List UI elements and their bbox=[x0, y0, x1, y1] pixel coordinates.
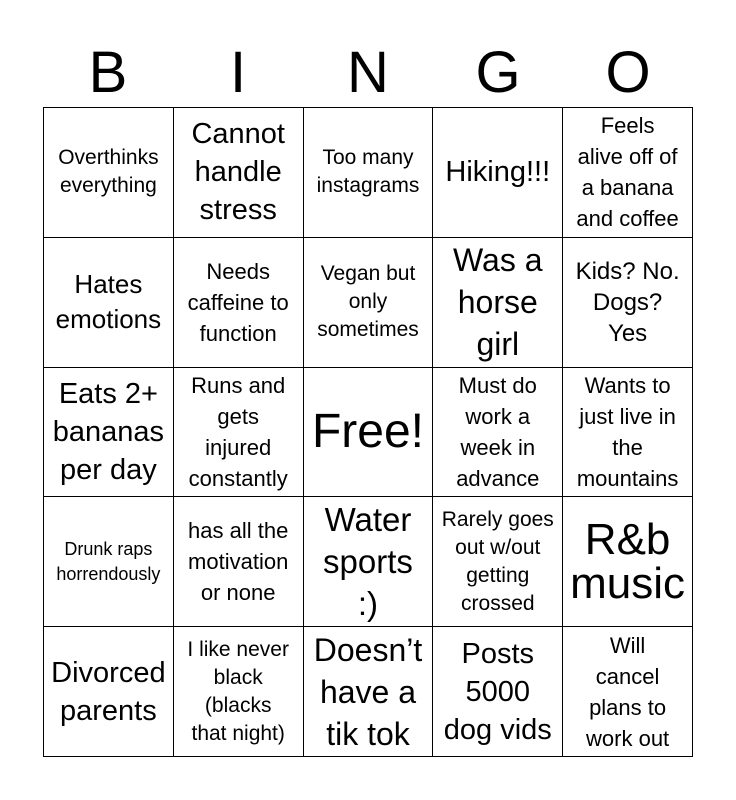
bingo-cell[interactable] bbox=[304, 238, 434, 368]
bingo-cell[interactable] bbox=[44, 368, 174, 498]
bingo-cell[interactable] bbox=[44, 627, 174, 757]
bingo-cell[interactable] bbox=[433, 238, 563, 368]
free-space-text: Free! bbox=[311, 404, 424, 458]
bingo-cell free-space[interactable] bbox=[304, 368, 434, 498]
bingo-cell[interactable] bbox=[44, 497, 174, 627]
cell-text: Too many instagrams bbox=[316, 146, 420, 198]
bingo-cell[interactable] bbox=[563, 238, 693, 368]
cell-text: I like never black (blacks that night) bbox=[187, 637, 289, 745]
cell-text: Must do work a week in advance bbox=[456, 372, 540, 491]
bingo-cell[interactable] bbox=[304, 108, 434, 238]
bingo-cell[interactable] bbox=[304, 497, 434, 627]
cell-text: Wants to just live in the mountains bbox=[576, 372, 679, 491]
cell-text: Will cancel plans to work out bbox=[586, 632, 670, 751]
cell-text: Hates emotions bbox=[55, 269, 162, 335]
bingo-cell[interactable] bbox=[433, 497, 563, 627]
bingo-cell[interactable] bbox=[174, 238, 304, 368]
header-letter-n: N bbox=[347, 40, 389, 105]
header-letter-i: I bbox=[229, 40, 247, 105]
cell-text: Kids? No. Dogs? Yes bbox=[575, 257, 680, 347]
bingo-cell[interactable] bbox=[174, 627, 304, 757]
cell-text: Needs caffeine to function bbox=[187, 258, 289, 346]
bingo-cell[interactable] bbox=[304, 627, 434, 757]
cell-text: Vegan but only sometimes bbox=[317, 262, 419, 342]
bingo-cell[interactable] bbox=[174, 497, 304, 627]
bingo-cell[interactable] bbox=[433, 108, 563, 238]
cell-text: has all the motivation or none bbox=[188, 518, 289, 606]
bingo-cell[interactable] bbox=[563, 368, 693, 498]
bingo-cell[interactable] bbox=[563, 627, 693, 757]
bingo-cell[interactable] bbox=[174, 108, 304, 238]
cell-text: R&b music bbox=[570, 514, 686, 608]
cell-text: Posts 5000 dog vids bbox=[443, 637, 552, 746]
cell-text: Divorced parents bbox=[51, 656, 166, 727]
cell-text: Water sports :) bbox=[323, 500, 413, 622]
bingo-cell[interactable] bbox=[433, 368, 563, 498]
bingo-cell[interactable] bbox=[563, 497, 693, 627]
cell-text: Eats 2+ bananas per day bbox=[52, 377, 165, 486]
cell-text: Doesn’t have a tik tok bbox=[313, 631, 423, 752]
cell-text: Runs and gets injured constantly bbox=[188, 372, 288, 491]
cell-text: Was a horse girl bbox=[453, 242, 543, 363]
bingo-header bbox=[43, 40, 693, 106]
cell-text: Cannot handle stress bbox=[191, 118, 285, 227]
header-letter-g: G bbox=[475, 40, 521, 105]
header-letter-b: B bbox=[88, 40, 128, 105]
header-letter-o: O bbox=[605, 40, 651, 105]
cell-text: Drunk raps horrendously bbox=[56, 538, 161, 584]
cell-text: Feels alive off of a banana and coffee bbox=[576, 113, 679, 232]
bingo-cell[interactable] bbox=[174, 368, 304, 498]
cell-text: Overthinks everything bbox=[58, 146, 159, 198]
bingo-cell[interactable] bbox=[44, 108, 174, 238]
cell-text: Rarely goes out w/out getting crossed bbox=[441, 507, 554, 615]
bingo-cell[interactable] bbox=[563, 108, 693, 238]
bingo-grid bbox=[43, 107, 693, 757]
bingo-cell[interactable] bbox=[44, 238, 174, 368]
bingo-cell[interactable] bbox=[433, 627, 563, 757]
cell-text: Hiking!!! bbox=[445, 156, 551, 189]
